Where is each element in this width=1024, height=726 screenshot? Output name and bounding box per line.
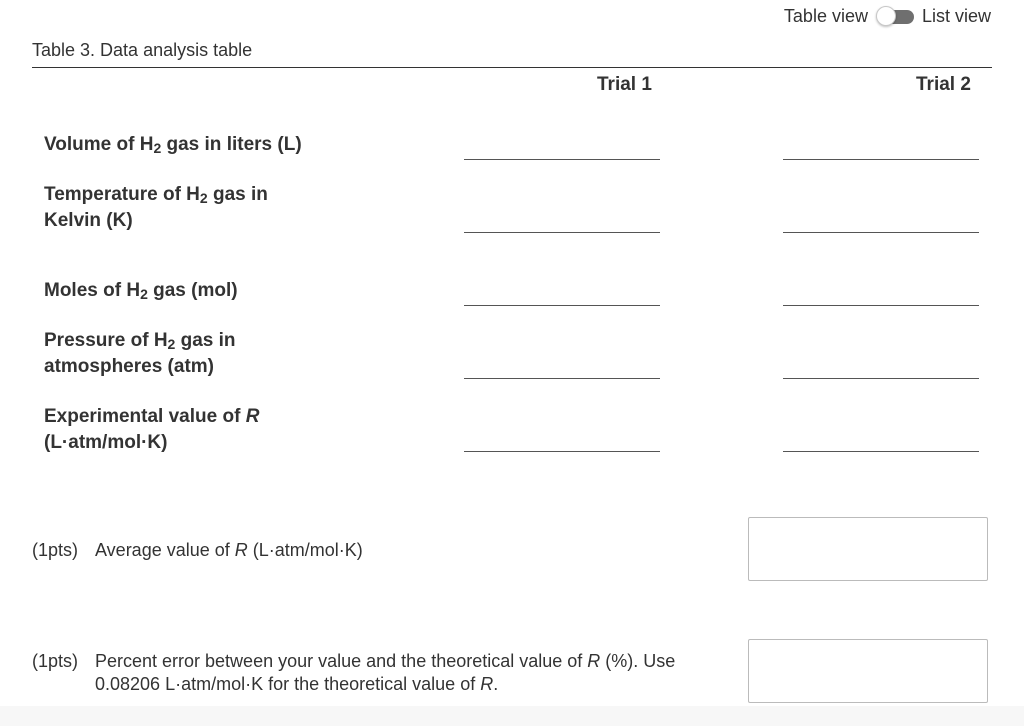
question-text (95, 539, 715, 562)
variable-r: R (587, 651, 601, 671)
question-average-r (32, 539, 363, 562)
row-label-line2: atmospheres (atm) (44, 356, 214, 377)
subscript: 2 (153, 140, 162, 156)
list-view-label[interactable]: List view (921, 6, 991, 26)
row-label-text: gas (mol) (147, 280, 238, 301)
row-label-pressure (44, 328, 236, 380)
volume-trial-1-blank[interactable] (464, 159, 660, 160)
row-label-text: gas in liters (L) (161, 134, 302, 155)
volume-trial-2-blank[interactable] (783, 159, 979, 160)
column-header-trial-2: Trial 2 (916, 74, 971, 95)
table-view-label[interactable]: Table view (783, 6, 868, 26)
experimental-r-trial-2-blank[interactable] (783, 451, 979, 452)
percent-error-answer-input[interactable] (748, 639, 988, 703)
question-text-part: . (493, 674, 499, 694)
question-percent-error (32, 650, 676, 694)
points-label: (1pts) (32, 651, 79, 671)
variable-r: R (234, 540, 248, 560)
row-label-text: Moles of H (44, 280, 141, 301)
subscript: 2 (140, 286, 148, 302)
table-title: Table 3. Data analysis table (32, 40, 253, 60)
switch-knob[interactable] (876, 6, 896, 26)
temperature-trial-1-blank[interactable] (464, 232, 660, 233)
view-switch[interactable] (876, 7, 916, 27)
moles-trial-1-blank[interactable] (464, 305, 660, 306)
average-r-answer-input[interactable] (748, 517, 988, 581)
temperature-trial-2-blank[interactable] (783, 232, 979, 233)
row-label-text: Volume of H (44, 134, 154, 155)
question-text-part: (L·atm/mol·K) (247, 540, 363, 560)
question-text (95, 650, 715, 696)
row-label-moles (44, 278, 238, 304)
row-label-line2: Kelvin (K) (44, 210, 133, 231)
row-label-text: gas in (207, 184, 268, 205)
row-label-text: Pressure of H (44, 330, 168, 351)
subscript: 2 (167, 336, 176, 352)
title-divider (32, 67, 992, 68)
row-label-temperature (44, 182, 268, 234)
variable-r: R (245, 406, 260, 427)
variable-r: R (480, 674, 494, 694)
experimental-r-trial-1-blank[interactable] (464, 451, 660, 452)
row-label-volume (44, 132, 302, 158)
row-label-text: Temperature of H (44, 184, 200, 205)
pressure-trial-2-blank[interactable] (783, 378, 979, 379)
view-toggle (784, 6, 991, 27)
pressure-trial-1-blank[interactable] (464, 378, 660, 379)
bottom-strip (0, 706, 1024, 726)
row-label-experimental-r (44, 404, 259, 456)
moles-trial-2-blank[interactable] (783, 305, 979, 306)
points-label: (1pts) (32, 540, 79, 560)
question-text-part: 0.08206 L·atm/mol·K for the theoretical value of (95, 674, 481, 694)
row-label-text: Experimental value of (44, 406, 246, 427)
subscript: 2 (199, 190, 208, 206)
question-text-part: (%). Use (600, 651, 676, 671)
row-label-line2: (L·atm/mol·K) (44, 432, 168, 453)
question-text-part: Percent error between your value and the theoretical value of (95, 651, 588, 671)
question-text-part: Average value of (95, 540, 235, 560)
column-header-trial-1: Trial 1 (597, 74, 652, 95)
row-label-text: gas in (175, 330, 236, 351)
